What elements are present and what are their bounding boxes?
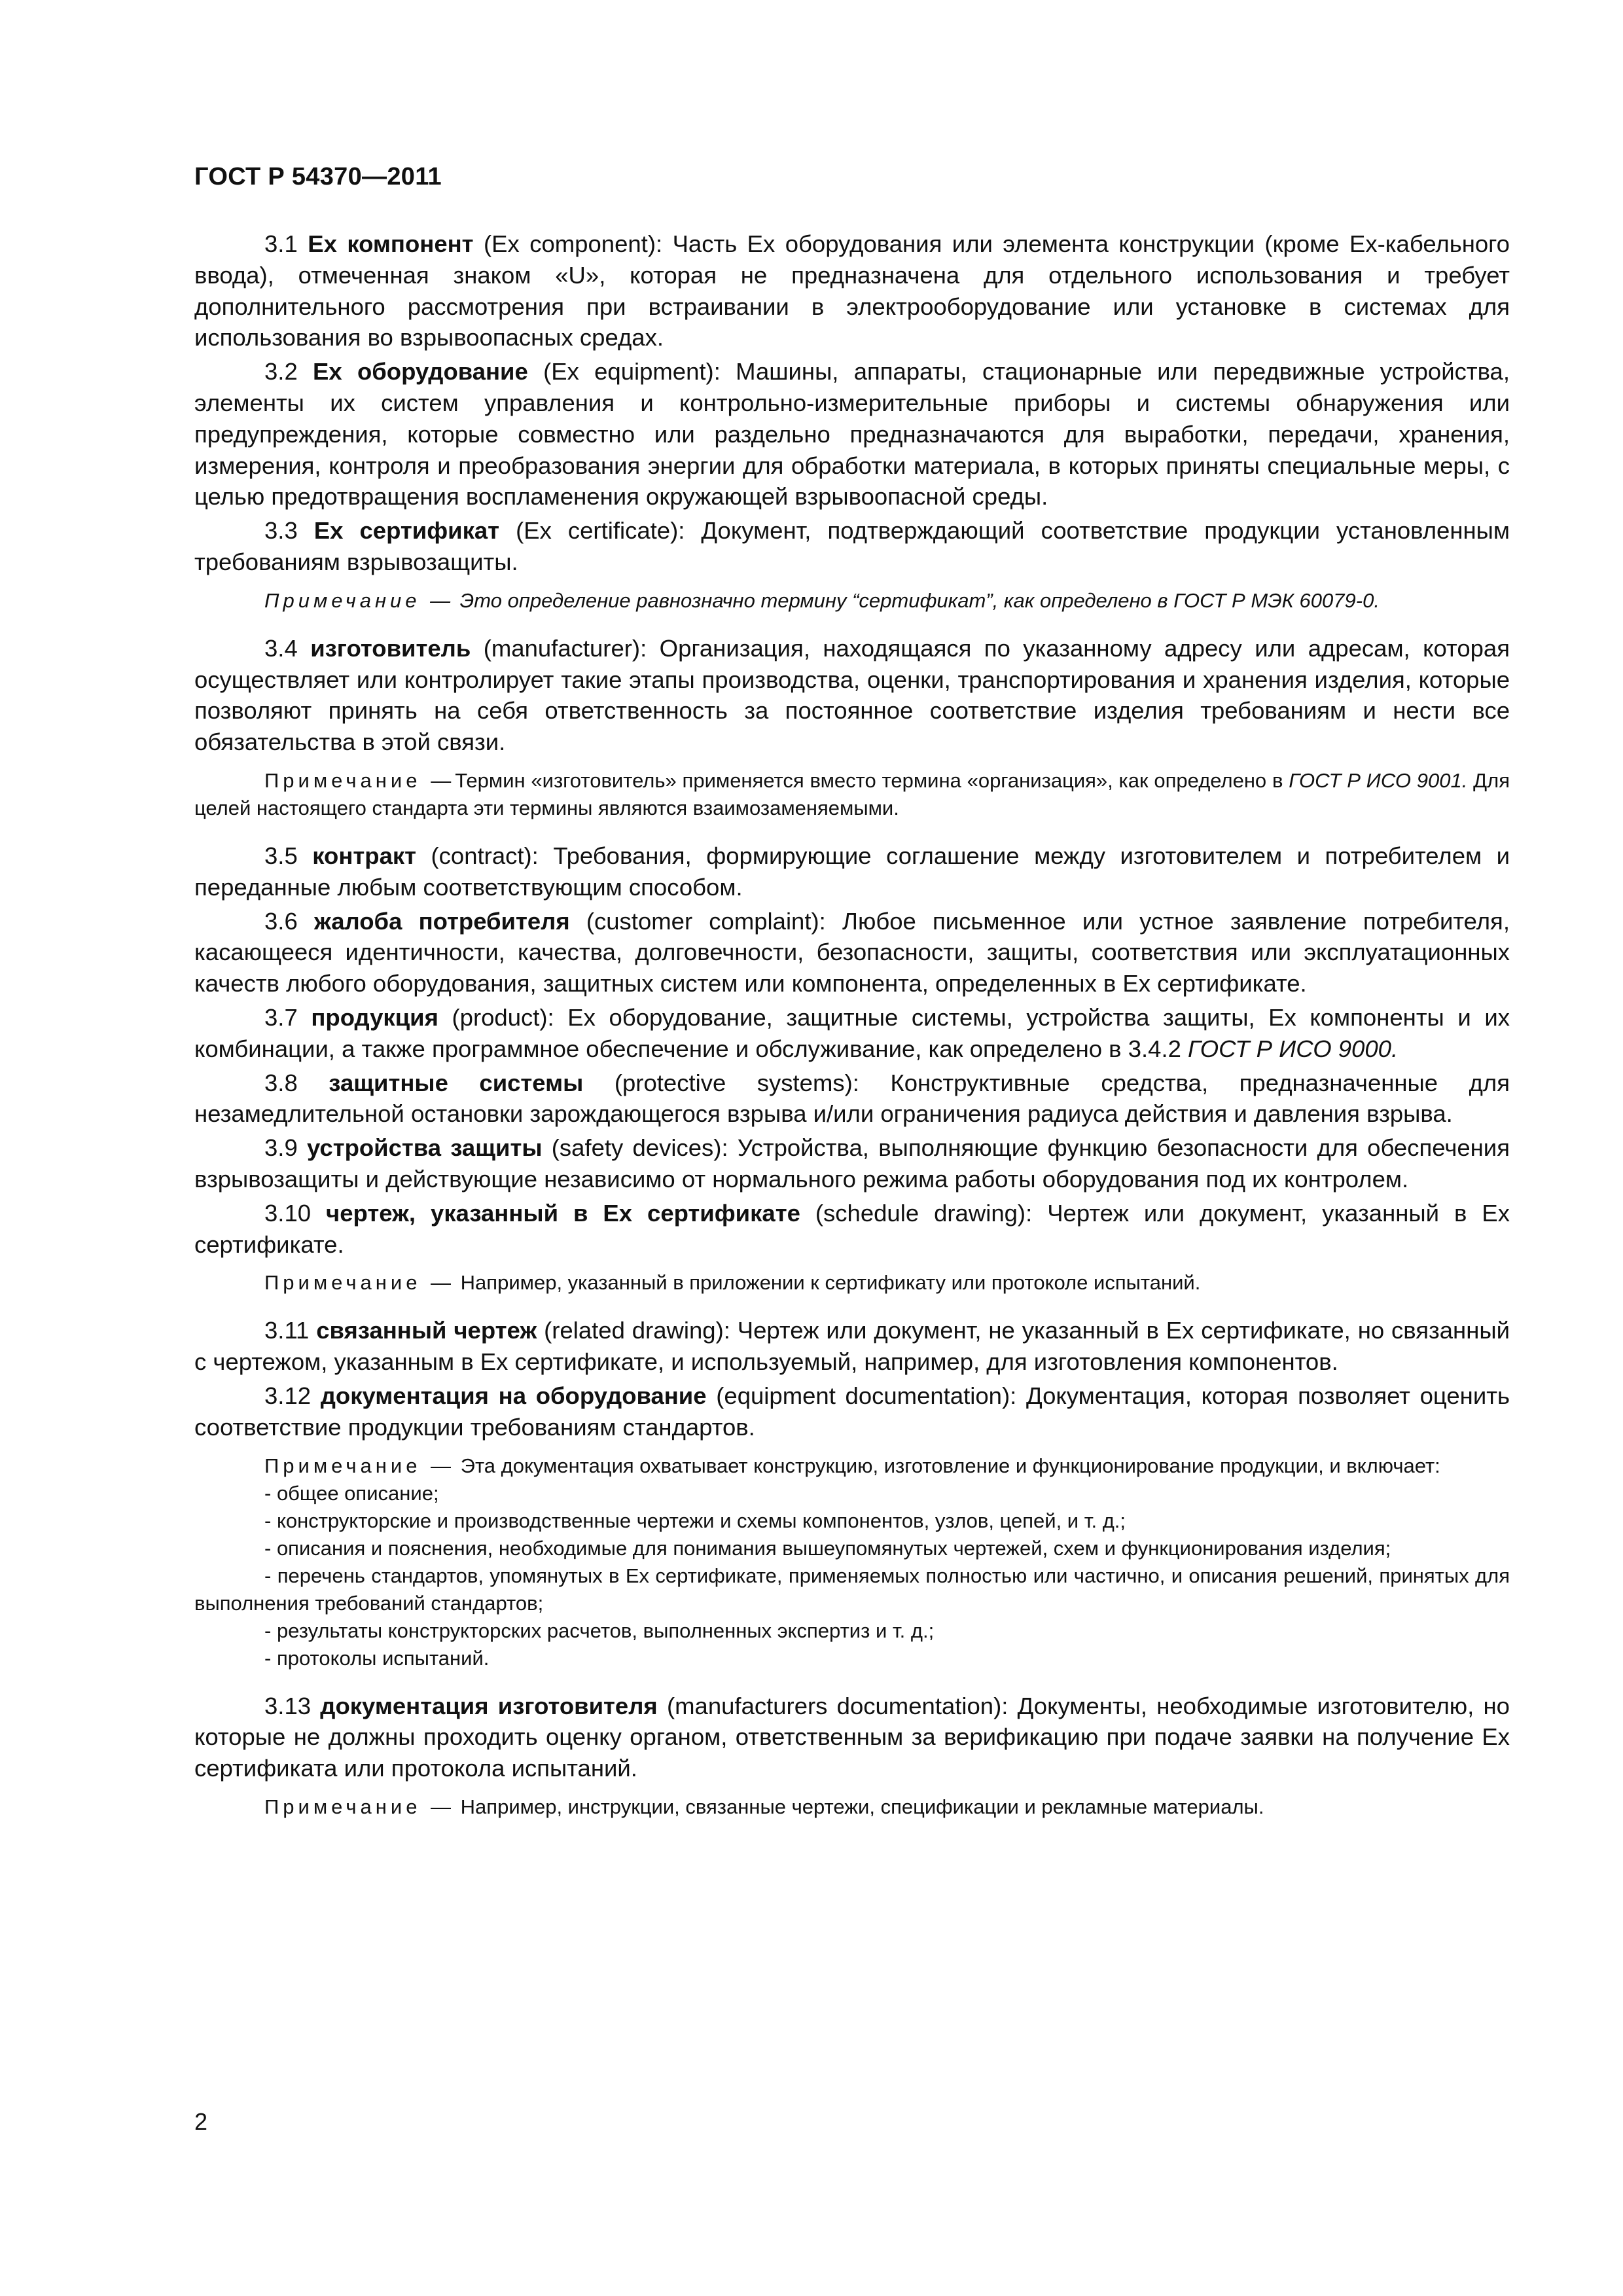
note-reference: ГОСТ Р МЭК 60079-0. (1173, 588, 1380, 612)
term-name: связанный чертеж (316, 1317, 537, 1344)
list-item: - результаты конструкторских расчетов, выполненных экспертиз и т. д.; (194, 1617, 1510, 1645)
entry-number: 3.3 (264, 517, 298, 545)
term-name: устройства защиты (307, 1134, 543, 1162)
note-reference: ГОСТ Р ИСО 9001. (1289, 768, 1468, 792)
term-entry-3-12 (194, 1380, 1510, 1443)
list-item: - описания и пояснения, необходимые для понимания вышеупомянутых чертежей, схем и функционирования изделия; (194, 1535, 1510, 1562)
term-definition: Документ, подтверждающий соответствие продукции установленным требованиям взрывозащиты. (194, 517, 1510, 575)
entry-number: 3.6 (264, 907, 298, 935)
note-label: Примечание — (264, 1271, 455, 1295)
term-name: Ex сертификат (313, 517, 500, 545)
term-entry-3-2 (194, 356, 1510, 512)
term-english: (manufacturers documentation): (666, 1692, 1008, 1719)
term-definition: Конструктивные средства, предназначенные для незамедлительной остановки зарождающегося взрыва и/или ограничения радиуса действия и давления взрыва. (194, 1069, 1510, 1128)
entry-number: 3.12 (264, 1382, 312, 1409)
entry-number: 3.2 (264, 358, 298, 386)
term-definition: Документация, которая позволяет оценить соответствие продукции требованиям стандартов. (194, 1382, 1510, 1441)
note-label: Примечание — (264, 588, 455, 612)
list-item: - общее описание; (194, 1480, 1510, 1507)
term-definition: Часть Ex оборудования или элемента конструкции (кроме Ex-кабельного ввода), отмеченная знаком «U», которая не предназначена для отдельного использования и требует дополнительного рассмотрения при встраивании в электрооборудование или установке в системах для использования во взрывоопасных средах. (194, 230, 1510, 351)
entry-number: 3.4 (264, 634, 298, 662)
term-english: (product): (452, 1003, 554, 1031)
term-name: продукция (311, 1003, 438, 1031)
term-definition: Чертеж или документ, указанный в Ex сертификате. (194, 1199, 1510, 1258)
term-entry-3-7 (194, 1002, 1510, 1065)
term-entry-3-5 (194, 840, 1510, 903)
note-3-3 (194, 587, 1510, 615)
term-definition: Ex оборудование, защитные системы, устройства защиты, Ex компоненты и их комбинации, а также программное обеспечение и обслуживание, как определено в 3.4.2 (194, 1003, 1510, 1062)
note-text: Например, инструкции, связанные чертежи, спецификации и рекламные материалы. (460, 1795, 1264, 1818)
term-english: (manufacturer): (483, 634, 647, 662)
term-definition: Машины, аппараты, стационарные или передвижные устройства, элементы их систем управления и контрольно-измерительные приборы и системы обнаружения или предупреждения, которые совместно или раздельно предназначаются для выработки, передачи, хранения, измерения, контроля и преобразования энергии для обработки материала, в которых приняты специальные меры, с целью предотвращения воспламенения окружающей взрывоопасной среды. (194, 358, 1510, 511)
term-entry-3-11 (194, 1315, 1510, 1378)
term-entry-3-10 (194, 1198, 1510, 1261)
term-english: (protective systems): (614, 1069, 859, 1096)
note-3-4 (194, 767, 1510, 822)
term-definition: Чертеж или документ, не указанный в Ex сертификате, но связанный с чертежом, указанным в Ex сертификате, и используемый, например, для изготовления компонентов. (194, 1317, 1510, 1376)
entry-number: 3.5 (264, 842, 298, 869)
note-label: Примечание — (264, 1454, 455, 1477)
term-entry-3-3 (194, 515, 1510, 578)
note-3-12-list (194, 1480, 1510, 1672)
term-definition: Устройства, выполняющие функцию безопасности для обеспечения взрывозащиты и действующие независимо от нормального режима работы оборудования под их контролем. (194, 1134, 1510, 1193)
term-entry-3-4 (194, 633, 1510, 758)
entry-number: 3.9 (264, 1134, 298, 1162)
entry-number: 3.10 (264, 1199, 312, 1227)
document-page (194, 160, 1510, 1839)
term-english: (Ex component): (484, 230, 663, 257)
list-item: - перечень стандартов, упомянутых в Ex сертификате, применяемых полностью или частично, и описания решений, принятых для выполнения требований стандартов; (194, 1562, 1510, 1617)
entry-number: 3.7 (264, 1003, 298, 1031)
term-english: (Ex equipment): (543, 358, 721, 386)
term-definition: Любое письменное или устное заявление потребителя, касающееся идентичности, качества, долговечности, безопасности, защиты, соответствия или эксплуатационных качеств любого оборудования, защитных систем или компонента, определенных в Ex сертификате. (194, 907, 1510, 997)
note-3-13 (194, 1793, 1510, 1821)
term-name: Ex оборудование (313, 358, 528, 386)
entry-number: 3.13 (264, 1692, 312, 1719)
note-label: Примечание — (264, 1795, 455, 1818)
term-english: (equipment documentation): (716, 1382, 1017, 1409)
term-english: (Ex certificate): (516, 517, 685, 545)
entry-number: 3.11 (264, 1317, 310, 1344)
term-entry-3-6 (194, 906, 1510, 999)
term-name: документация изготовителя (320, 1692, 658, 1719)
term-name: изготовитель (310, 634, 471, 662)
term-english: (related drawing): (544, 1317, 730, 1344)
note-label: Примечание — (264, 768, 455, 792)
term-name: чертеж, указанный в Ex сертификате (326, 1199, 800, 1227)
term-entry-3-9 (194, 1132, 1510, 1195)
note-text: Например, указанный в приложении к сертификату или протоколе испытаний. (460, 1271, 1201, 1295)
entry-number: 3.8 (264, 1069, 298, 1096)
note-text-tail: Для целей настоящего стандарта эти термины являются взаимозаменяемыми. (194, 768, 1510, 819)
term-definition: Документы, необходимые изготовителю, но которые не должны проходить оценку органом, ответственным за верификацию при подаче заявки на получение Ex сертификата или протокола испытаний. (194, 1692, 1510, 1782)
note-text: Термин «изготовитель» применяется вместо термина «организация», как определено в (455, 768, 1283, 792)
entry-number: 3.1 (264, 230, 298, 257)
term-entry-3-1 (194, 228, 1510, 353)
list-item: - протоколы испытаний. (194, 1645, 1510, 1672)
term-english: (schedule drawing): (815, 1199, 1033, 1227)
standard-header: ГОСТ Р 54370—2011 (194, 163, 442, 190)
term-definition: Требования, формирующие соглашение между изготовителем и потребителем и переданные любым соответствующим способом. (194, 842, 1510, 901)
term-name: контракт (312, 842, 417, 869)
term-english: (customer complaint): (586, 907, 826, 935)
note-3-10 (194, 1269, 1510, 1297)
term-name: Ex компонент (308, 230, 474, 257)
term-name: защитные системы (329, 1069, 584, 1096)
term-reference: ГОСТ Р ИСО 9000. (1188, 1035, 1399, 1062)
page-number: 2 (194, 2108, 208, 2135)
term-name: жалоба потребителя (313, 907, 570, 935)
note-text: Эта документация охватывает конструкцию, изготовление и функционирование продукции, и включает: (460, 1454, 1440, 1477)
term-entry-3-13 (194, 1691, 1510, 1784)
note-text: Это определение равнозначно термину “сертификат”, как определено в (459, 588, 1168, 612)
term-definition: Организация, находящаяся по указанному адресу или адресам, которая осуществляет или контролирует такие этапы производства, оценки, транспортирования и хранения изделия, которые позволяют принять на себя ответственность за постоянное соответствие изделия требованиям и нести все обязательства в этой связи. (194, 634, 1510, 756)
term-name: документация на оборудование (320, 1382, 707, 1409)
note-3-12 (194, 1452, 1510, 1480)
list-item: - конструкторские и производственные чертежи и схемы компонентов, узлов, цепей, и т. д.; (194, 1507, 1510, 1535)
term-english: (safety devices): (551, 1134, 728, 1162)
term-entry-3-8 (194, 1067, 1510, 1130)
term-english: (contract): (431, 842, 539, 869)
